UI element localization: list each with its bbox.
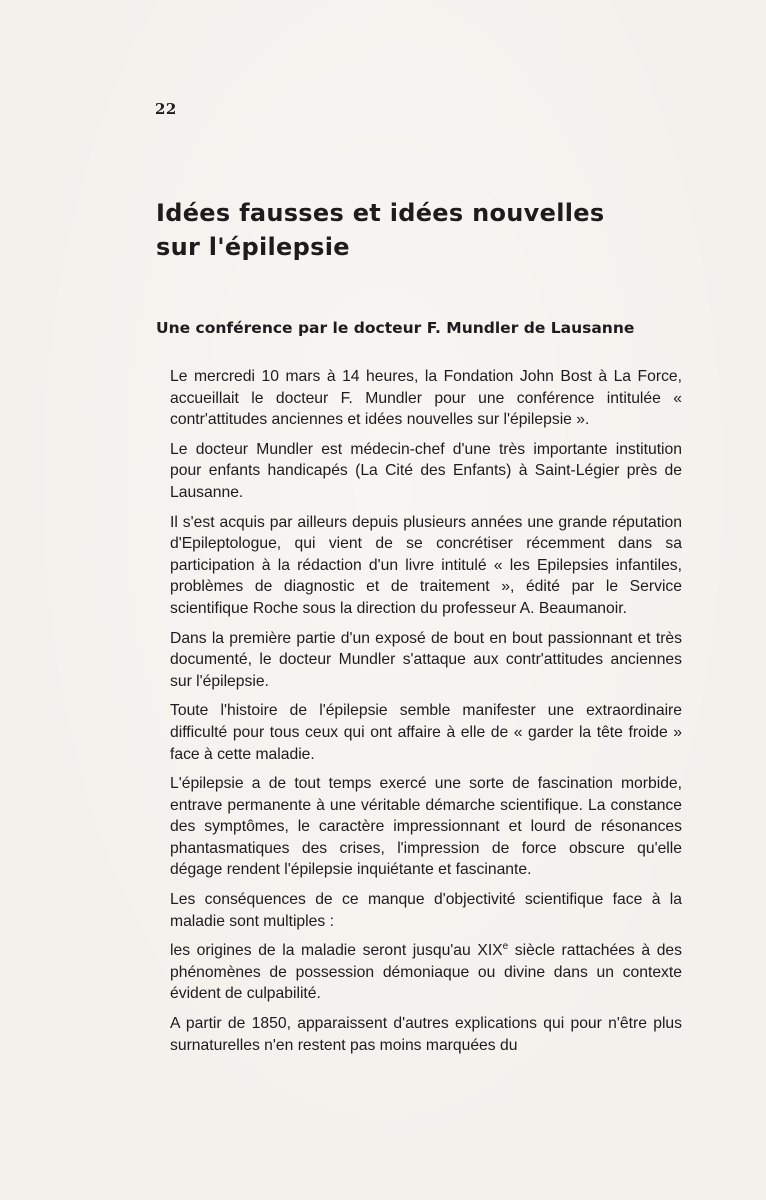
paragraph [170,940,682,1005]
page-number: 22 [155,100,177,118]
paragraph: Le docteur Mundler est médecin-chef d'une très importante institution pour enfants handicapés (La Cité des Enfants) à Saint-Légier près de Lausanne. [170,440,682,501]
paragraph-text: siècle rattachées à des phénomènes de possession démoniaque ou divine dans un contexte évident de culpabilité. [170,942,682,1003]
superscript: e [502,941,509,953]
title-line-1: Idées fausses et idées nouvelles [156,199,605,227]
paragraph: Le mercredi 10 mars à 14 heures, la Fondation John Bost à La Force, accueillait le docteur F. Mundler pour une conférence intitulée « contr'attitudes anciennes et idées nouvelles sur l'épilepsie ». [170,368,682,429]
paragraph: L'épilepsie a de tout temps exercé une sorte de fascination morbide, entrave permanente à une véritable démarche scientifique. La constance des symptômes, le caractère impressionnant et lourd de résonances phantasmatiques des crises, l'impression de force obscure qu'elle dégage rendent l'épilepsie inquiétante et fascinante. [170,775,682,879]
paragraph: A partir de 1850, apparaissent d'autres explications qui pour n'être plus surnaturelles n'en restent pas moins marquées du [170,1015,682,1054]
article-subtitle: Une conférence par le docteur F. Mundler de Lausanne [156,319,635,337]
paragraph: Les conséquences de ce manque d'objectivité scientifique face à la maladie sont multiples : [170,891,682,930]
paragraph-text: les origines de la maladie seront jusqu'au XIX [170,942,503,960]
paragraph: Dans la première partie d'un exposé de bout en bout passionnant et très documenté, le docteur Mundler s'attaque aux contr'attitudes anciennes sur l'épilepsie. [170,629,682,690]
paragraph: Toute l'histoire de l'épilepsie semble manifester une extraordinaire difficulté pour tous ceux qui ont affaire à elle de « garder la tête froide » face à cette maladie. [170,702,682,763]
article-body [170,366,682,1064]
title-line-2: sur l'épilepsie [156,233,350,261]
paragraph: Il s'est acquis par ailleurs depuis plusieurs années une grande réputation d'Epileptologue, qui vient de se concrétiser récemment dans sa participation à la rédaction d'un livre intitulé « les Epilepsies infantiles, problèmes de diagnostic et de traitement », édité par le Service scientifique Roche sous la direction du professeur A. Beaumanoir. [170,513,682,617]
article-title [156,196,616,264]
